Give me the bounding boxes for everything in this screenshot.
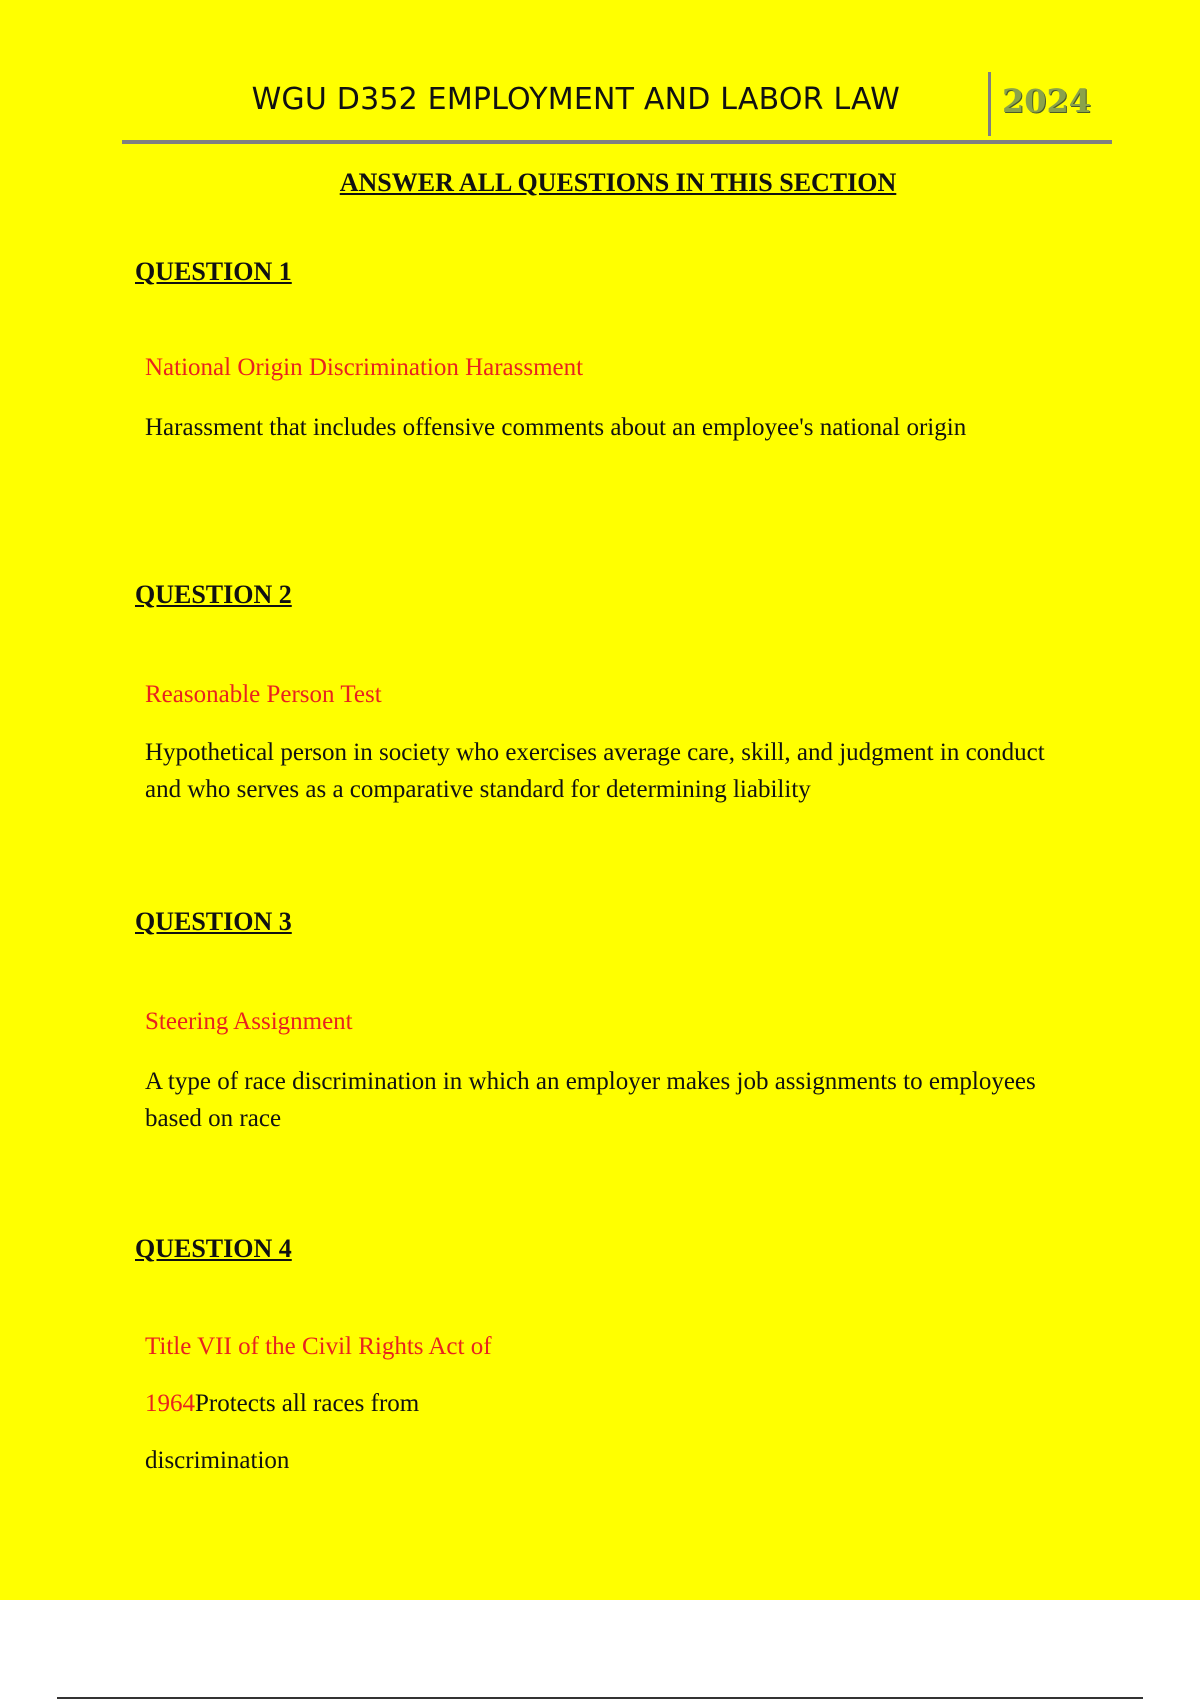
question-3-term: Steering Assignment — [145, 1008, 353, 1035]
question-1-label: QUESTION 1 — [135, 257, 292, 286]
header-divider — [988, 72, 991, 136]
section-heading: ANSWER ALL QUESTIONS IN THIS SECTION — [339, 168, 897, 197]
question-4-term-year: 1964 — [145, 1390, 195, 1417]
document-header — [122, 72, 1112, 144]
question-4-label: QUESTION 4 — [135, 1234, 292, 1263]
question-3-label: QUESTION 3 — [135, 907, 292, 936]
question-4-answer-line — [145, 1390, 419, 1418]
question-2-term: Reasonable Person Test — [145, 681, 382, 708]
footer-rule — [57, 1697, 1143, 1699]
question-1-term: National Origin Discrimination Harassment — [145, 354, 584, 381]
question-4-definition-start: Protects all races from — [195, 1390, 420, 1417]
header-title: WGU D352 EMPLOYMENT AND LABOR LAW — [251, 82, 900, 117]
question-1-definition: Harassment that includes offensive comments about an employee's national origin — [145, 414, 967, 441]
question-2-definition: Hypothetical person in society who exercises average care, skill, and judgment in conduct and who serves as a comparative standard for determining liability — [145, 739, 1045, 803]
question-4-definition-end: discrimination — [145, 1447, 290, 1474]
question-4-term: Title VII of the Civil Rights Act of — [145, 1333, 492, 1360]
question-2-label: QUESTION 2 — [135, 580, 292, 609]
question-3-definition: A type of race discrimination in which an employer makes job assignments to employees based on race — [145, 1068, 1036, 1132]
header-year: 2024 — [1002, 82, 1092, 120]
